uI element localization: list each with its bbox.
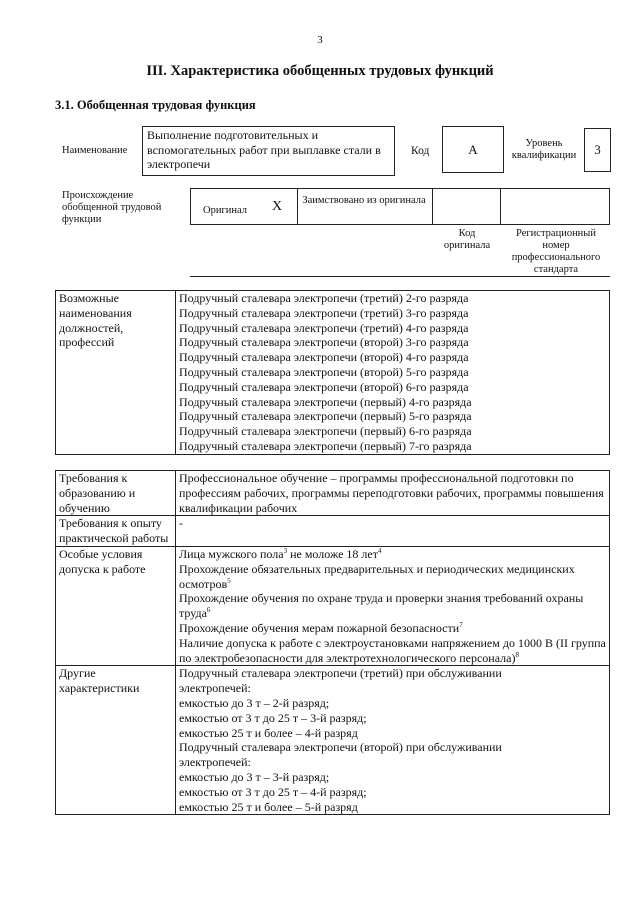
position-item: Подручный сталевара электропечи (второй) 5-го разряда [179,364,469,379]
origin-label: Происхождение обобщенной трудовой функции [62,190,162,225]
other-line: емкостью до 3 т – 2-й разряд; [179,695,330,710]
special-label: Особые условия допуска к работе [59,546,146,576]
positions-table [55,290,610,455]
position-item: Подручный сталевара электропечи (первый) 5-го разряда [179,409,472,424]
name-value: Выполнение подготовительных и вспомогательных работ при выплавке стали в электропечи [147,128,381,172]
position-item: Подручный сталевара электропечи (первый) 4-го разряда [179,394,472,409]
experience-value: - [179,516,183,531]
other-characteristics-cell [176,666,610,815]
name-value-box [142,126,395,176]
other-line: Подручный сталевара электропечи (третий) при обслуживании [179,666,502,681]
code-value: А [468,142,478,157]
education-label-cell [56,471,176,516]
special-item: Лица мужского пола$^3$ не моложе 18 лет$^4$ [179,546,382,561]
position-item: Подручный сталевара электропечи (третий) 2-го разряда [179,291,469,305]
position-item: Подручный сталевара электропечи (третий) 4-го разряда [179,320,469,335]
experience-label-cell [56,516,176,547]
special-item: Прохождение обязательных предварительных и периодических медицинских осмотров$^5$ [179,561,575,591]
original-mark: X [272,199,283,214]
other-line: емкостью 25 т и более – 5-й разряд [179,799,358,814]
other-line: емкостью от 3 т до 25 т – 4-й разряд; [179,784,367,799]
special-conditions-cell [176,546,610,665]
position-item: Подручный сталевара электропечи (второй) 6-го разряда [179,379,469,394]
other-label-cell [56,666,176,815]
other-line: емкостью 25 т и более – 4-й разряд [179,725,358,740]
position-item: Подручный сталевара электропечи (первый) 7-го разряда [179,438,472,453]
other-line: емкостью до 3 т – 3-й разряд; [179,769,330,784]
special-item: Прохождение обучения по охране труда и проверки знания требований охраны труда$^6$ [179,591,584,621]
special-item: Наличие допуска к работе с электроустановками напряжением до 1000 В (II группа по электробезопасности для электротехнологического персонала)$^8$ [179,635,606,665]
other-line: емкостью от 3 т до 25 т – 3-й разряд; [179,710,367,725]
positions-list-cell [176,291,610,455]
position-item: Подручный сталевара электропечи (третий) 3-го разряда [179,305,469,320]
education-value-cell [176,471,610,516]
code-value-box [442,126,504,173]
origin-bottom-line [190,276,610,277]
page-number: 3 [317,34,323,46]
requirements-table [55,470,610,815]
code-original-caption: Код оригинала [443,228,491,251]
other-line: электропечей: [179,681,251,696]
other-line: электропечей: [179,755,251,770]
code-label: Код [411,145,430,157]
original-label: Оригинал [203,205,247,216]
education-value: Профессиональное обучение – программы профессиональной подготовки по профессиям рабочих, программы переподготовки рабочих, программы повышения квалификации рабочих [179,471,604,515]
name-label: Наименование [62,145,128,156]
special-item: Прохождение обучения мерам пожарной безопасности$^7$ [179,620,463,635]
borrowed-label: Заимствовано из оригинала [302,195,426,206]
position-item: Подручный сталевара электропечи (второй) 4-го разряда [179,350,469,365]
subsection-title: 3.1. Обобщенная трудовая функция [55,98,256,112]
position-item: Подручный сталевара электропечи (первый) 6-го разряда [179,424,472,439]
other-line: Подручный сталевара электропечи (второй) при обслуживании [179,740,502,755]
experience-value-cell [176,516,610,547]
level-value-box [584,128,611,172]
positions-label: Возможные наименования должностей, профессий [59,291,132,350]
position-item: Подручный сталевара электропечи (второй) 3-го разряда [179,335,469,350]
education-label: Требования к образованию и обучению [59,471,136,515]
experience-label: Требования к опыту практической работы [59,516,169,546]
level-value: 3 [594,142,601,157]
special-label-cell [56,546,176,665]
positions-label-cell [56,291,176,455]
level-label: Уровень квалификации [511,138,577,161]
section-title: III. Характеристика обобщенных трудовых функций [146,63,494,79]
reg-number-caption: Регистрационный номер профессионального стандарта [511,228,601,275]
other-label: Другие характеристики [59,666,140,696]
